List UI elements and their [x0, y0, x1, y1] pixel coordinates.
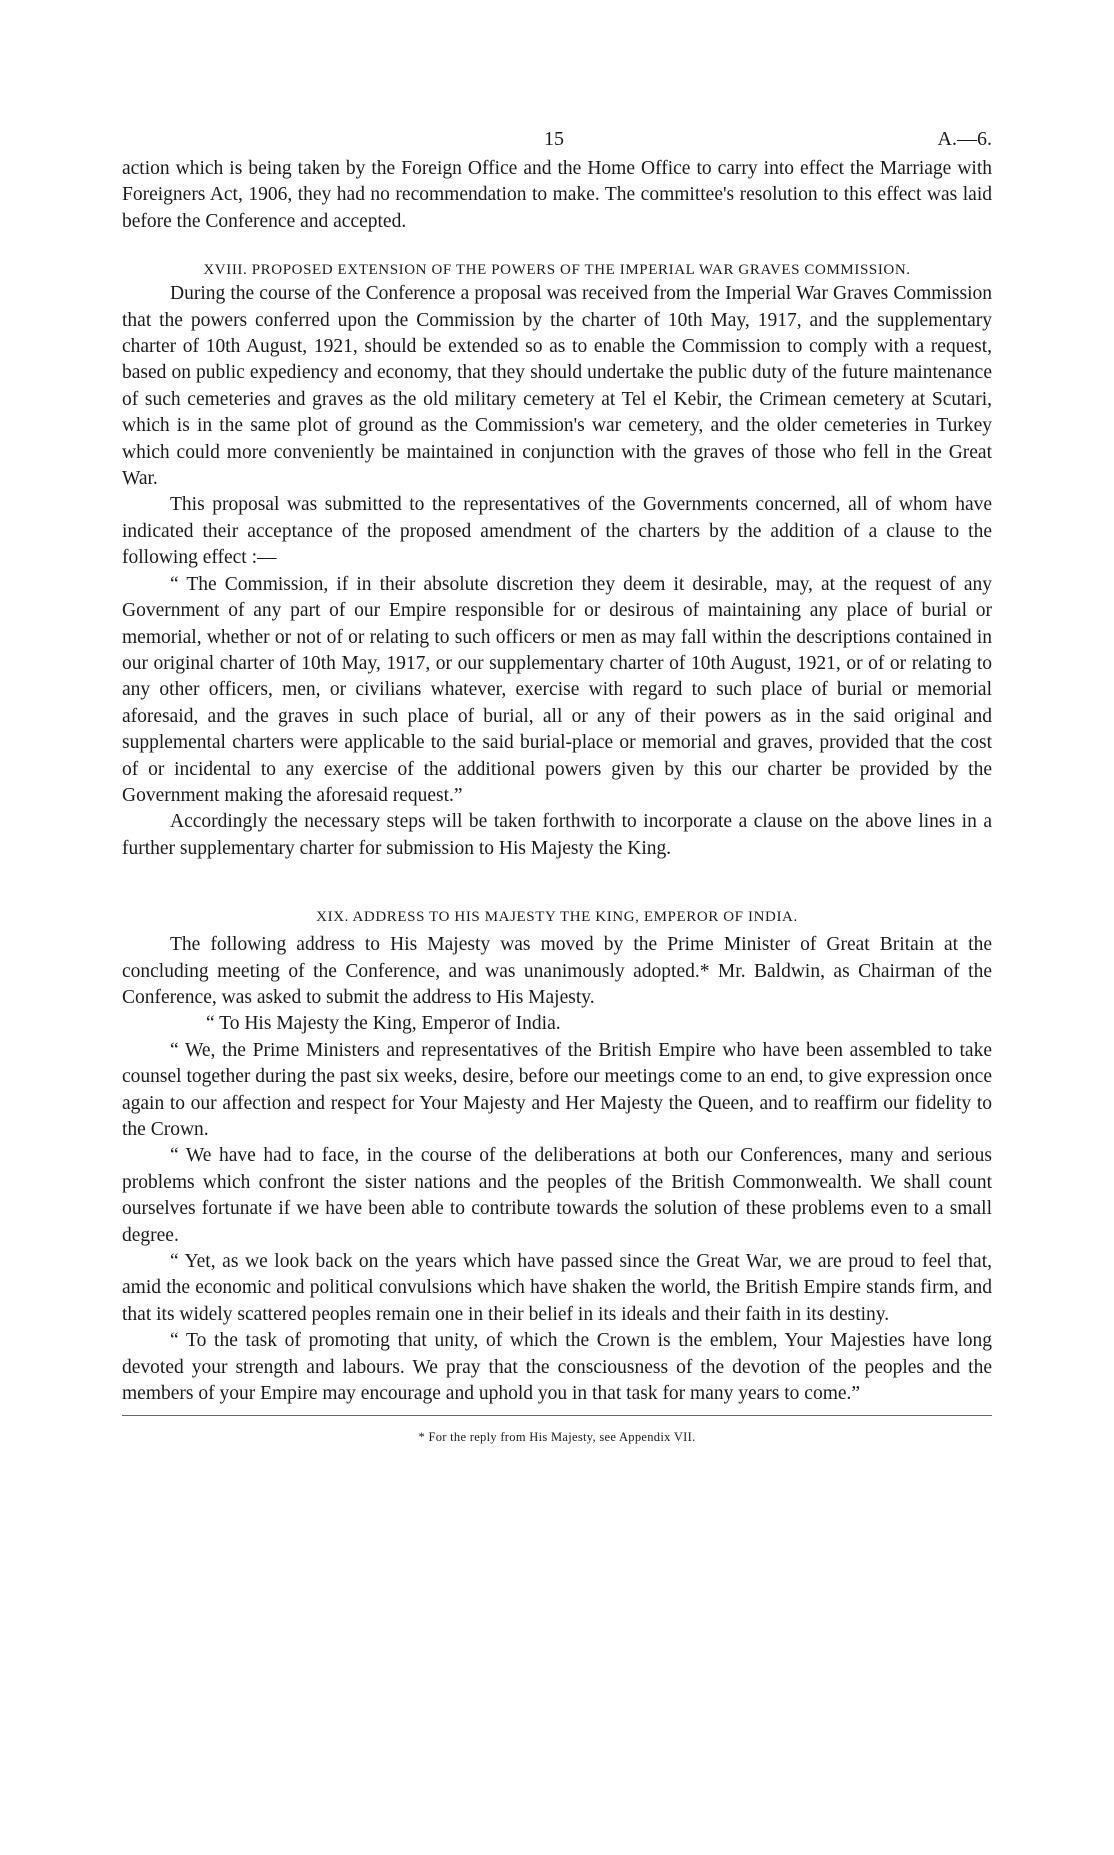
paragraph: Accordingly the necessary steps will be taken forthwith to incorporate a clause on the above lines in a further supplementary charter for submission to His Majesty the King.: [122, 811, 992, 859]
address-paragraph: “ We have had to face, in the course of the deliberations at both our Conferences, many and serious problems which confront the sister nations and the peoples of the British Commonwealth. We shall count ourselves fortunate if we have been able to contribute towards the solution of these problems even to a small degree.: [122, 1145, 992, 1246]
document-reference: A.—6.: [937, 128, 992, 150]
document-page: [122, 128, 992, 1445]
footnote-divider: [122, 1415, 992, 1416]
paragraph: During the course of the Conference a proposal was received from the Imperial War Graves Commission that the powers conferred upon the Commission by the charter of 10th May, 1917, and the supplementary charter of 10th August, 1921, should be extended so as to enable the Commission to comply with a request, based on public expediency and economy, that they should undertake the public duty of the future maintenance of such cemeteries and graves as the old military cemetery at Tel el Kebir, the Crimean cemetery at Scutari, which is in the same plot of ground as the Commission's war cemetery, and the older cemeteries in Turkey which could more conveniently be maintained in conjunction with the graves of those who fell in the Great War.: [122, 283, 992, 490]
quoted-clause: “ The Commission, if in their absolute discretion they deem it desirable, may, at the request of any Government of any part of our Empire responsible for or desirous of maintaining any place of burial or memorial, whether or not of or relating to such officers or men as may fall within the descriptions contained in our original charter of 10th May, 1917, or our supplementary charter of 10th August, 1921, or of or relating to any other officers, men, or civilians whatever, exercise with regard to such place of burial or memorial aforesaid, and the graves in such place of burial, all or any of their powers as in the said original and supplemental charters were applicable to the said burial-place or memorial and graves, provided that the cost of or incidental to any exercise of the additional powers given by this our charter be provided by the Government making the aforesaid request.”: [122, 573, 992, 806]
address-salutation: “ To His Majesty the King, Emperor of India.: [206, 1013, 561, 1035]
address-paragraph: “ Yet, as we look back on the years which have passed since the Great War, we are proud to feel that, amid the economic and political convulsions which have shaken the world, the British Empire stands firm, and that its widely scattered peoples remain one in their belief in its ideals and their faith in its destiny.: [122, 1251, 992, 1325]
footnote: * For the reply from His Majesty, see Appendix VII.: [418, 1430, 696, 1445]
continuation-paragraph: action which is being taken by the Foreign Office and the Home Office to carry into effect the Marriage with Foreigners Act, 1906, they had no recommendation to make. The committee's resolution to this effect was laid before the Conference and accepted.: [122, 158, 992, 232]
paragraph: The following address to His Majesty was moved by the Prime Minister of Great Britain at the concluding meeting of the Conference, and was unanimously adopted.* Mr. Baldwin, as Chairman of the Conference, was asked to submit the address to His Majesty.: [122, 934, 992, 1008]
page-number: 15: [544, 128, 564, 150]
address-paragraph: “ To the task of promoting that unity, of which the Crown is the emblem, Your Majesties have long devoted your strength and labours. We pray that the consciousness of the devotion of the peoples and the members of your Empire may encourage and uphold you in that task for many years to come.”: [122, 1330, 992, 1405]
section-heading-xix: XIX. ADDRESS TO HIS MAJESTY THE KING, EMPEROR OF INDIA.: [316, 909, 798, 926]
paragraph: This proposal was submitted to the representatives of the Governments concerned, all of whom have indicated their acceptance of the proposed amendment of the charters by the addition of a clause to the following effect :—: [122, 494, 992, 569]
address-paragraph: “ We, the Prime Ministers and representatives of the British Empire who have been assembled to take counsel together during the past six weeks, desire, before our meetings come to an end, to give expression once again to our affection and respect for Your Majesty and Her Majesty the Queen, and to reaffirm our fidelity to the Crown.: [122, 1039, 992, 1140]
section-heading-xviii: XVIII. PROPOSED EXTENSION OF THE POWERS OF THE IMPERIAL WAR GRAVES COMMISSION.: [203, 262, 911, 279]
page-header: [122, 128, 992, 156]
